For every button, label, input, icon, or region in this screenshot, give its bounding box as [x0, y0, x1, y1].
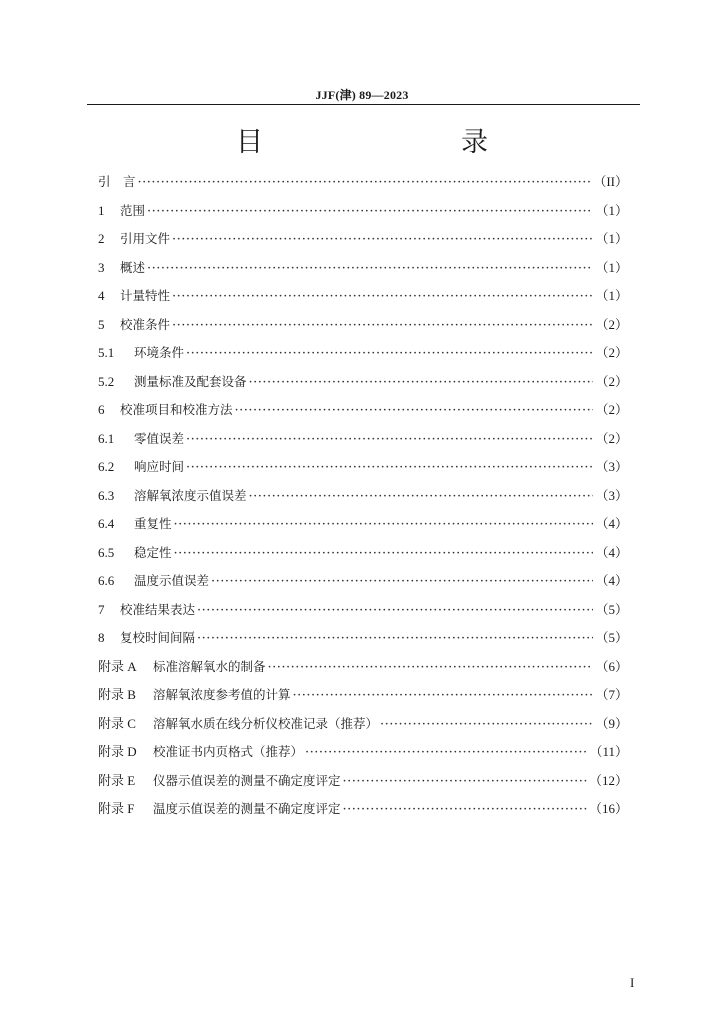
standard-code: JJF(津) 89—2023: [315, 88, 409, 102]
toc-entry-appendix-a[interactable]: [98, 653, 628, 682]
toc-entry-label: 复校时间间隔: [120, 630, 196, 645]
toc-entry-3[interactable]: [98, 254, 628, 283]
toc-entry-label: 溶解氧浓度参考值的计算: [153, 687, 291, 702]
toc-entry-number: 2: [98, 231, 105, 246]
toc-entry-page: （11）: [589, 744, 628, 759]
toc-entry-label: 校准结果表达: [120, 601, 196, 617]
toc-entry-page: （3）: [595, 487, 628, 503]
toc-leader-dots: [147, 198, 593, 227]
toc-leader-dots: [249, 369, 594, 398]
toc-entry-6-1[interactable]: [98, 425, 628, 454]
toc-entry-label: 零值误差: [134, 430, 185, 446]
toc-leader-dots: [172, 283, 593, 312]
toc-entry-page: （2）: [595, 430, 628, 446]
toc-entry-page: （7）: [595, 687, 628, 702]
toc-entry-number: 6.4: [98, 516, 115, 531]
toc-leader-dots: [172, 312, 593, 341]
toc-entry-page: （1）: [595, 202, 628, 218]
toc-entry-6[interactable]: [98, 396, 628, 425]
table-of-contents: [98, 168, 628, 824]
page-title: 目 录: [236, 127, 536, 158]
toc-entry-6-4[interactable]: [98, 510, 628, 539]
toc-entry-6-3[interactable]: [98, 482, 628, 511]
toc-entry-number: 6.2: [98, 459, 115, 474]
toc-entry-number: 6.5: [98, 544, 115, 560]
toc-entry-number: 附录 D: [98, 744, 137, 759]
toc-entry-label: 温度示值误差: [134, 573, 210, 588]
toc-leader-dots: [186, 340, 593, 369]
toc-entry-5-1[interactable]: [98, 339, 628, 368]
toc-entry-label: 计量特性: [120, 288, 171, 303]
toc-entry-number: 附录 E: [98, 772, 136, 788]
toc-entry-number: 6: [98, 402, 105, 417]
toc-entry-8[interactable]: [98, 624, 628, 653]
toc-entry-label: 测量标准及配套设备: [134, 373, 247, 389]
toc-entry-page: （1）: [595, 288, 628, 303]
toc-entry-label: 引用文件: [120, 231, 171, 246]
toc-entry-label: 校准证书内页格式（推荐）: [153, 744, 304, 759]
toc-leader-dots: [305, 739, 587, 768]
toc-entry-page: （12）: [588, 772, 628, 788]
toc-entry-label: 环境条件: [134, 345, 185, 360]
toc-entry-page: （4）: [595, 573, 628, 588]
toc-entry-label: 重复性: [134, 516, 172, 531]
toc-leader-dots: [235, 397, 594, 426]
toc-entry-label: 校准条件: [120, 316, 171, 332]
toc-entry-number: 4: [98, 288, 105, 303]
toc-entry-appendix-b[interactable]: [98, 681, 628, 710]
toc-entry-page: （5）: [595, 630, 628, 645]
toc-entry-page: （1）: [595, 231, 628, 246]
toc-leader-dots: [249, 483, 594, 512]
toc-entry-introduction[interactable]: [98, 168, 628, 197]
toc-entry-page: （16）: [588, 801, 628, 816]
toc-entry-page: （2）: [595, 402, 628, 417]
toc-leader-dots: [138, 169, 592, 198]
toc-entry-page: （9）: [595, 715, 628, 731]
toc-entry-label: 标准溶解氧水的制备: [153, 658, 266, 674]
toc-entry-number: 1: [98, 202, 105, 218]
toc-leader-dots: [174, 511, 594, 540]
toc-leader-dots: [343, 768, 587, 797]
toc-entry-appendix-e[interactable]: [98, 767, 628, 796]
toc-entry-number: 6.6: [98, 573, 115, 588]
toc-entry-number: 附录 C: [98, 715, 136, 731]
toc-entry-appendix-f[interactable]: [98, 795, 628, 824]
toc-entry-number: 7: [98, 601, 105, 617]
toc-leader-dots: [197, 625, 593, 654]
page-number: I: [630, 975, 635, 990]
toc-entry-page: （2）: [595, 373, 628, 389]
toc-entry-label: 范围: [120, 202, 146, 218]
toc-leader-dots: [268, 654, 594, 683]
toc-entry-label: 温度示值误差的测量不确定度评定: [153, 801, 341, 816]
toc-entry-2[interactable]: [98, 225, 628, 254]
toc-entry-label: 引 言: [98, 174, 136, 189]
toc-entry-page: （5）: [595, 601, 628, 617]
toc-entry-label: 校准项目和校准方法: [120, 402, 233, 417]
toc-entry-appendix-c[interactable]: [98, 710, 628, 739]
toc-entry-appendix-d[interactable]: [98, 738, 628, 767]
toc-entry-label: 仪器示值误差的测量不确定度评定: [153, 772, 341, 788]
toc-entry-1[interactable]: [98, 197, 628, 226]
toc-entry-5-2[interactable]: [98, 368, 628, 397]
toc-leader-dots: [186, 454, 593, 483]
header-divider: [87, 104, 640, 105]
toc-entry-number: 6.3: [98, 487, 115, 503]
toc-entry-number: 6.1: [98, 430, 115, 446]
toc-entry-6-2[interactable]: [98, 453, 628, 482]
toc-entry-5[interactable]: [98, 311, 628, 340]
toc-entry-number: 附录 A: [98, 658, 137, 674]
toc-entry-label: 稳定性: [134, 544, 172, 560]
toc-entry-page: （1）: [595, 259, 628, 275]
toc-leader-dots: [380, 711, 593, 740]
toc-entry-label: 响应时间: [134, 459, 185, 474]
toc-entry-number: 附录 F: [98, 801, 135, 816]
toc-entry-number: 附录 B: [98, 687, 136, 702]
toc-entry-4[interactable]: [98, 282, 628, 311]
toc-entry-page: （4）: [595, 516, 628, 531]
toc-entry-6-6[interactable]: [98, 567, 628, 596]
toc-entry-page: （4）: [595, 544, 628, 560]
toc-leader-dots: [343, 796, 587, 825]
toc-entry-label: 概述: [120, 259, 146, 275]
toc-leader-dots: [172, 226, 593, 255]
toc-entry-7[interactable]: [98, 596, 628, 625]
toc-entry-number: 3: [98, 259, 105, 275]
toc-leader-dots: [147, 255, 593, 284]
toc-leader-dots: [174, 540, 594, 569]
toc-entry-page: （3）: [595, 459, 628, 474]
toc-entry-label: 溶解氧水质在线分析仪校准记录（推荐）: [153, 715, 379, 731]
toc-entry-number: 5.1: [98, 345, 115, 360]
toc-entry-page: （6）: [595, 658, 628, 674]
toc-entry-page: （II）: [593, 174, 628, 189]
toc-entry-page: （2）: [595, 316, 628, 332]
toc-leader-dots: [211, 568, 593, 597]
toc-entry-number: 5.2: [98, 373, 115, 389]
toc-leader-dots: [293, 682, 594, 711]
toc-entry-number: 8: [98, 630, 105, 645]
toc-entry-page: （2）: [595, 345, 628, 360]
toc-entry-6-5[interactable]: [98, 539, 628, 568]
toc-entry-number: 5: [98, 316, 105, 332]
toc-entry-label: 溶解氧浓度示值误差: [134, 487, 247, 503]
toc-leader-dots: [186, 426, 593, 455]
toc-leader-dots: [197, 597, 593, 626]
